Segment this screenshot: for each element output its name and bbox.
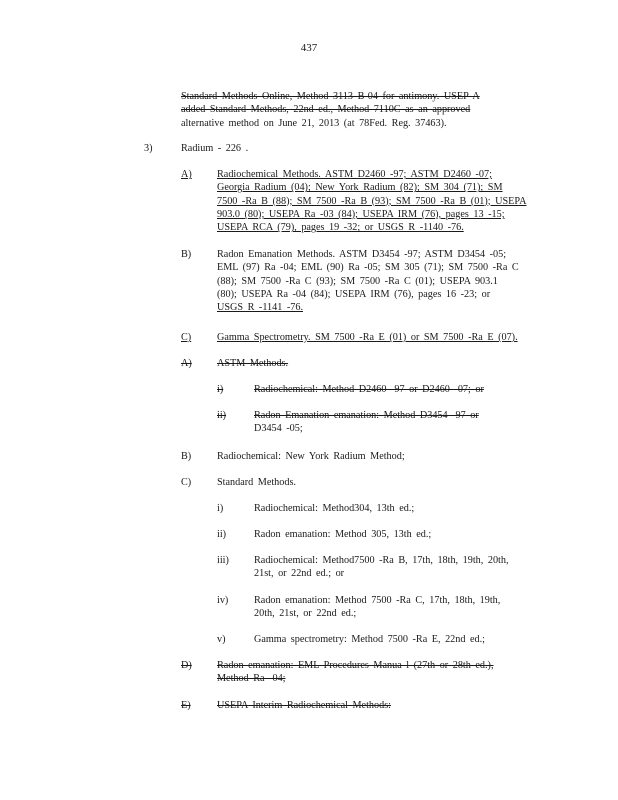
subitem-text-astm-methods: ASTM Methods. xyxy=(217,358,289,369)
text-line: 20th, 21st, or 22nd ed.; xyxy=(254,608,357,620)
text-line: USEPA RCA (79), pages 19 -32; or USGS R -1140 -76. xyxy=(217,222,464,234)
text-line: 21st, or 22nd ed.; or xyxy=(254,568,345,580)
item-label: 3) xyxy=(144,143,153,154)
subsubitem-text: Radon emanation: Method 305, 13th ed.; xyxy=(254,529,432,540)
subitem-text-eml-procedures xyxy=(217,659,547,686)
text-line: D3454 -05; xyxy=(254,423,303,435)
subitem-text-standard-methods: Standard Methods. xyxy=(217,477,296,488)
subitem-label: A) xyxy=(181,358,192,369)
subitem-text-gamma-spectrometry: Gamma Spectrometry. SM 7500 -Ra E (01) or SM 7500 -Ra E (07). xyxy=(217,332,518,343)
subitem-label: C) xyxy=(181,477,192,488)
subitem-text-radiochemical-methods xyxy=(217,168,547,234)
text-line: (80); USEPA Ra -04 (84); USEPA IRM (76), pages 16 -23; or xyxy=(217,288,491,300)
text-line: USGS R -1141 -76. xyxy=(217,302,303,314)
intro-line: alternative method on June 21, 2013 (at 78Fed. Reg. 37463). xyxy=(181,117,447,129)
text-line: Method Ra -04; xyxy=(217,673,286,685)
text-line: 7500 -Ra B (88); SM 7500 -Ra B (93); SM 7500 -Ra B (01); USEPA xyxy=(217,195,527,207)
subsubitem-label: i) xyxy=(217,384,224,395)
subitem-text-usepa-interim: USEPA Interim Radiochemical Methods: xyxy=(217,700,391,711)
subitem-label: B) xyxy=(181,249,192,260)
subitem-label: A) xyxy=(181,169,192,180)
subsubitem-text: Radiochemical: Method304, 13th ed.; xyxy=(254,503,415,514)
intro-line: added Standard Methods, 22nd ed., Method 7110C as an approved xyxy=(181,104,471,116)
text-line: Radon emanation: EML Procedures Manua l (27th or 28th ed.), xyxy=(217,660,494,671)
subsubitem-text: Radiochemical: Method D2460 -97 or D2460 -07; or xyxy=(254,384,484,395)
item-title: Radium - 226 . xyxy=(181,143,249,154)
subitem-label: E) xyxy=(181,700,191,711)
text-line: Radiochemical Methods. ASTM D2460 -97; ASTM D2460 -07; xyxy=(217,169,492,180)
subitem-label: C) xyxy=(181,332,192,343)
subsubitem-label: i) xyxy=(217,503,224,514)
subitem-label: D) xyxy=(181,660,192,671)
subitem-text-radon-emanation-methods xyxy=(217,248,547,314)
text-line: Radon Emanation Methods. ASTM D3454 -97; ASTM D3454 -05; xyxy=(217,249,507,260)
text-line: (88); SM 7500 -Ra C (93); SM 7500 -Ra C (01); USEPA 903.1 xyxy=(217,275,498,287)
subsubitem-text xyxy=(254,594,554,621)
intro-paragraph xyxy=(181,90,521,130)
subsubitem-label: v) xyxy=(217,634,226,645)
subsubitem-label: ii) xyxy=(217,410,227,421)
subsubitem-text: Gamma spectrometry: Method 7500 -Ra E, 22nd ed.; xyxy=(254,634,486,645)
subsubitem-text xyxy=(254,554,554,581)
subitem-text-new-york-radium: Radiochemical: New York Radium Method; xyxy=(217,451,405,462)
intro-line: Standard Methods Online, Method 3113 B-04 for antimony. USEP A xyxy=(181,91,480,102)
text-line: EML (97) Ra -04; EML (90) Ra -05; SM 305 (71); SM 7500 -Ra C xyxy=(217,262,519,274)
subsubitem-label: ii) xyxy=(217,529,227,540)
subsubitem-text xyxy=(254,409,554,436)
text-line: Radon Emanation emanation: Method D3454 -97 or xyxy=(254,410,479,421)
text-line: Georgia Radium (04); New York Radium (82); SM 304 (71); SM xyxy=(217,182,503,194)
subitem-label: B) xyxy=(181,451,192,462)
text-line: 903.0 (80); USEPA Ra -03 (84); USEPA IRM (76), pages 13 -15; xyxy=(217,208,505,220)
subsubitem-label: iv) xyxy=(217,595,229,606)
text-line: Radon emanation: Method 7500 -Ra C, 17th, 18th, 19th, xyxy=(254,595,501,606)
subsubitem-label: iii) xyxy=(217,555,229,566)
text-line: Radiochemical: Method7500 -Ra B, 17th, 18th, 19th, 20th, xyxy=(254,555,509,566)
page-number: 437 xyxy=(300,42,318,54)
